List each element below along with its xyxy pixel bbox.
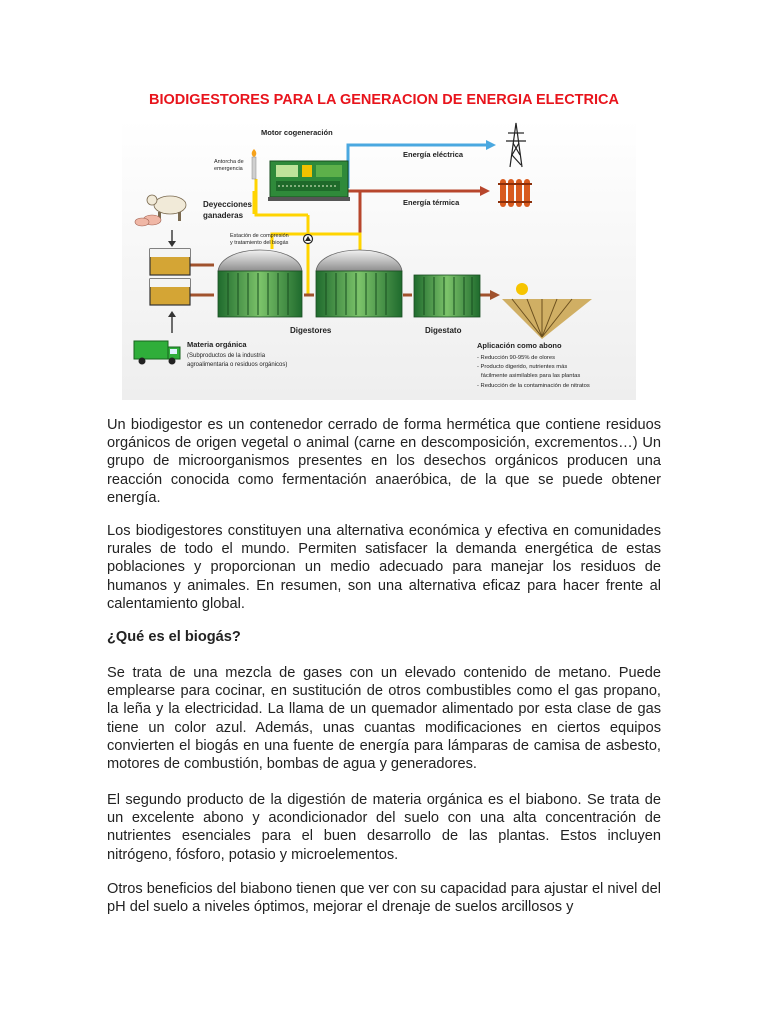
emergency-torch-icon [252, 149, 257, 179]
paragraph-biogas: Se trata de una mezcla de gases con un elevado contenido de metano. Puede emplearse para cocinar, en sustitución de otros combustibles como el gas propano, la leña y la electricidad. La llama de un quemador alimentado por esta clase de gas tiene un color azul. Además, unas cuantas modificaciones en ciertos equipos convierten el biogás en una fuente de energía para lámparas de camisa de asbesto, motores de combustión, bombas de agua y generadores. [107, 665, 661, 773]
paragraph-beneficios: Otros beneficios del biabono tienen que ver con su capacidad para ajustar el nivel del pH del suelo a niveles óptimos, mejorar el drenaje de suelos arcillosos y [107, 881, 661, 916]
fertilizer-bullet-4: - Reducción de la contaminación de nitratos [477, 383, 590, 389]
organic-matter-label: Materia orgánica [187, 340, 247, 349]
paragraph-biodigestor: Un biodigestor es un contenedor cerrado de forma hermética que contiene residuos orgánicos de origen vegetal o animal (carne en descomposición, excrementos…) Un grupo de microorganismos presentes en los desechos orgánicos producen una reacción conocida como fermentación anaeróbica, de la que se puede obtener energía. [107, 417, 661, 506]
fertilizer-bullet-2: - Producto digerido, nutrientes más [477, 364, 568, 370]
digester-tank [316, 250, 402, 317]
paragraph-biabono: El segundo producto de la digestión de materia orgánica es el biabono. Se trata de un excelente abono y acondicionador del suelo con una alta concentración de nutrientes esenciales para el buen desarrollo de las plantas. Estos incluyen nitrógeno, fósforo, potasio y microelementos. [107, 792, 661, 863]
biodigester-diagram [122, 119, 636, 400]
thermal-energy-label: Energía térmica [403, 198, 460, 207]
fertilizer-bullet-1: - Reducción 90-95% de olores [477, 355, 555, 361]
organic-matter-sub-1: (Subproductos de la industria [187, 353, 266, 359]
digesters-label: Digestores [290, 326, 332, 335]
fertilizer-bullet-3: fácilmente asimilables para las plantas [481, 373, 581, 379]
cogeneration-engine-icon [268, 161, 350, 201]
paragraph-alternativa: Los biodigestores constituyen una alternativa económica y efectiva en comunidades rurales de todo el mundo. Permiten satisfacer la demanda energética de estas poblaciones y proporcionan un medio adecuado para manejar los residuos de humanos y animales. En resumen, son una alternativa eficaz para hacer frente al calentamiento global. [107, 523, 661, 612]
digestate-tank [414, 275, 480, 317]
compression-label-line-2: y tratamiento del biogás [230, 240, 289, 246]
torch-label-line-2: emergencia [214, 166, 243, 172]
compressor-icon [304, 235, 313, 244]
livestock-label-line-1: Deyecciones [203, 200, 252, 209]
digester-tank [218, 250, 302, 317]
compression-label-line-1: Estación de compresión [230, 233, 289, 239]
digestate-label: Digestato [425, 326, 462, 335]
torch-label-line-1: Antorcha de [214, 159, 244, 165]
motor-label: Motor cogeneración [261, 128, 333, 137]
section-heading-biogas: ¿Qué es el biogás? [107, 629, 241, 645]
electric-energy-label: Energía eléctrica [403, 150, 464, 159]
livestock-label-line-2: ganaderas [203, 211, 244, 220]
fertilizer-label: Aplicación como abono [477, 341, 562, 350]
organic-matter-sub-2: agroalimentaria o residuos orgánicos) [187, 362, 288, 368]
page-title: BIODIGESTORES PARA LA GENERACION DE ENERGIA ELECTRICA [149, 92, 619, 108]
